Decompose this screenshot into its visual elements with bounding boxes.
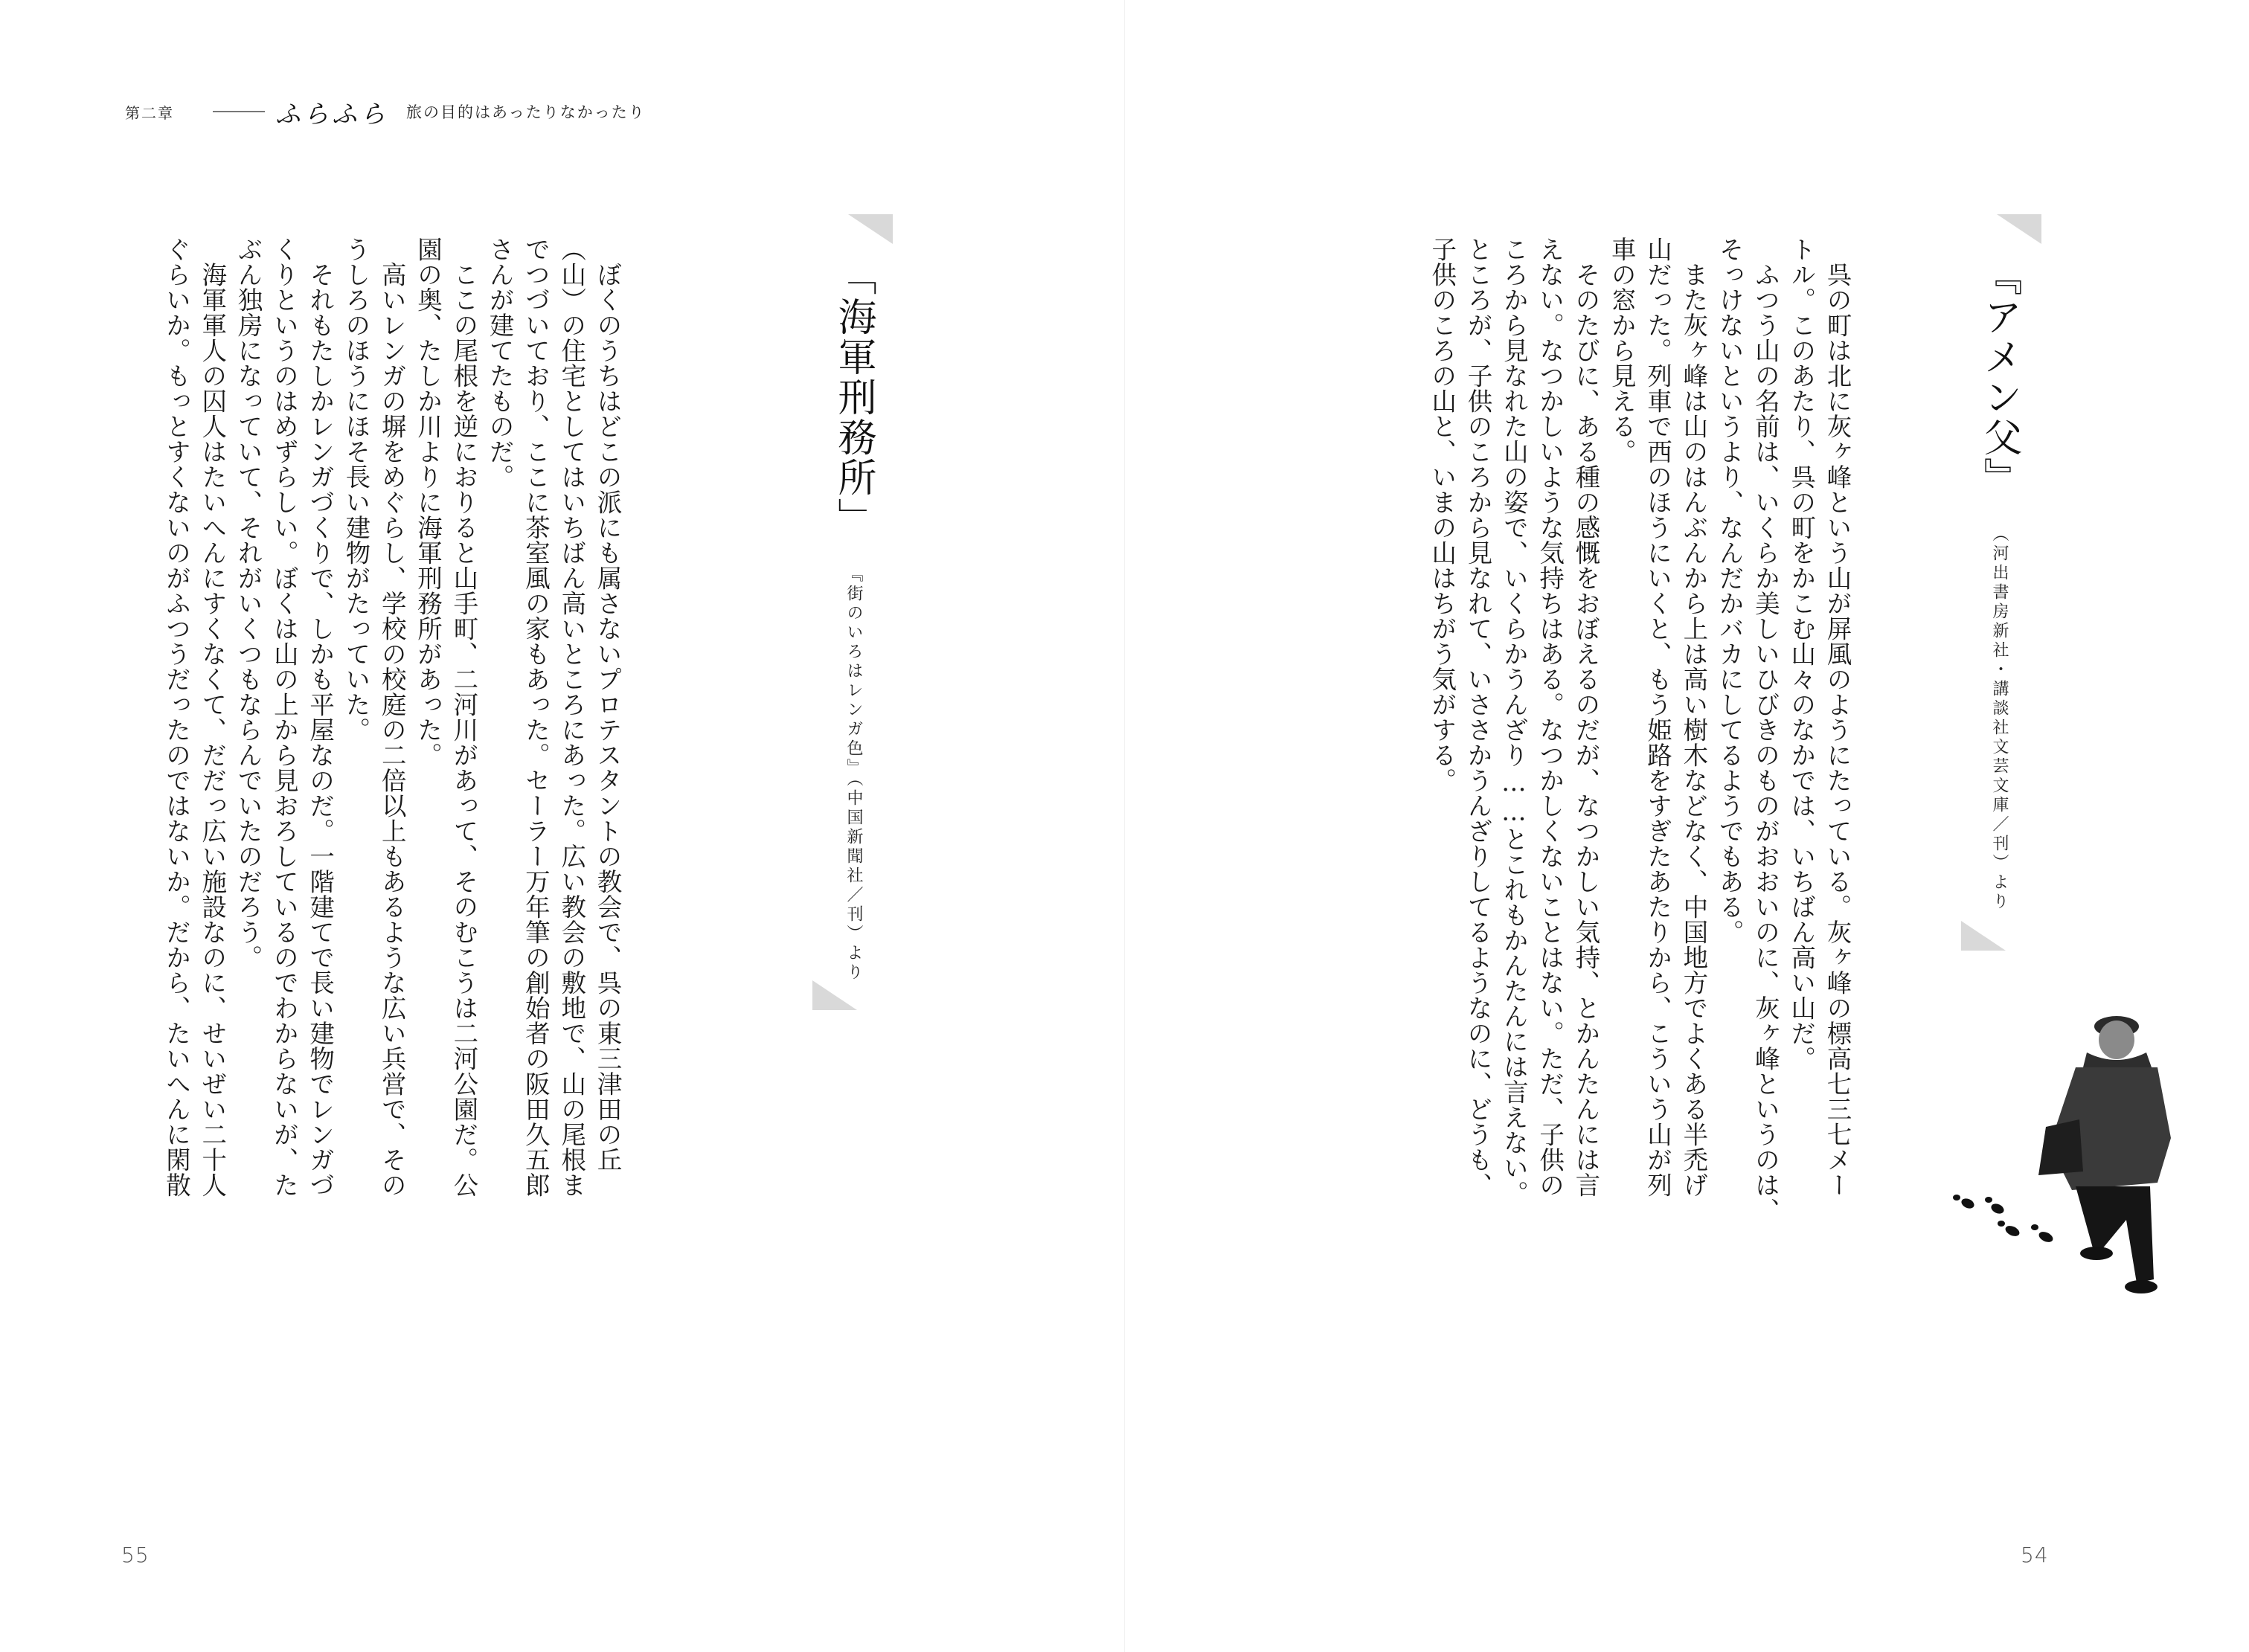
section-title: 「海軍刑務所」 [831, 257, 876, 538]
section-source: （河出書房新社・講談社文芸文庫／刊）より [1990, 533, 2009, 912]
section-source: 『街のいろはレンガ色』（中国新聞社／刊）より [844, 573, 863, 983]
text-column: ふつう山の名前は、いくらか美しいひびきのものがおおいのに、灰ヶ峰というのは、 [1751, 237, 1780, 1223]
corner-triangle-bottom [1961, 921, 2006, 951]
text-column: そのたびに、ある種の感慨をおぼえるのだが、なつかしい気持、とかんたんには言 [1571, 237, 1600, 1198]
text-column: 園の奥、たしか川よりに海軍刑務所があった。 [413, 237, 443, 768]
text-column: また灰ヶ峰は山のはんぶんから上は高い樹木などなく、中国地方でよくある半禿げ [1678, 237, 1708, 1198]
corner-triangle-top [848, 214, 893, 244]
body-text-right [1408, 237, 1855, 1337]
header-dash [213, 111, 265, 112]
text-column: ここの尾根を逆におりると山手町、二河川があって、そのむこうは二河公園だ。公 [449, 237, 478, 1198]
man-figure [2038, 1016, 2171, 1293]
chapter-label: 第二章 [125, 103, 174, 122]
corner-triangle-bottom [812, 980, 857, 1010]
text-column: 山だった。列車で西のほうにいくと、もう姫路をすぎたあたりから、こういう山が列 [1643, 237, 1672, 1198]
page-number-right: 54 [2021, 1543, 2049, 1567]
text-column: ころから見なれた山の姿で、いくらかうんざり……とこれもかんたんには言えない。 [1499, 237, 1529, 1206]
text-column: 高いレンガの塀をめぐらし、学校の校庭の二倍以上もあるような広い兵営で、その [377, 237, 407, 1198]
text-column: ぶん独房になっていて、それがいくつもならんでいたのだろう。 [234, 237, 263, 970]
text-column: 海軍軍人の囚人はたいへんにすくなくて、だだっ広い施設なのに、せいぜい二十人 [197, 237, 227, 1198]
text-column: えない。なつかしいような気持ちはある。なつかしくないことはない。ただ、子供の [1535, 237, 1565, 1198]
chapter-title: ふらふら [275, 99, 388, 129]
text-column: そっけないというより、なんだかバカにしてるようでもある。 [1715, 237, 1745, 945]
text-column: ところが、子供のころから見なれて、いささかうんざりしてるようなのに、どうも、 [1463, 237, 1493, 1198]
text-column: それもたしかレンガづくりで、しかも平屋なのだ。一階建てで長い建物でレンガづ [305, 237, 335, 1198]
gutter-divider [1124, 0, 1125, 1652]
page-number-left: 55 [121, 1543, 150, 1567]
text-column: 車の窓から見える。 [1607, 237, 1637, 464]
walking-man-photo [1934, 997, 2172, 1413]
body-text-left [141, 237, 625, 1337]
text-column: ぼくのうちはどこの派にも属さないプロテスタントの教会で、呉の東三津田の丘 [593, 237, 622, 1172]
corner-triangle-top [1997, 214, 2041, 244]
section-title: 『アメン父』 [1977, 257, 2021, 498]
text-column: 子供のころの山と、いまの山はちがう気がする。 [1427, 237, 1457, 793]
text-column: （山）の住宅としてはいちばん高いところにあった。広い教会の敷地で、山の尾根ま [556, 237, 586, 1198]
section-title-block-right [1972, 257, 2027, 926]
text-column: うしろのほうにほそ長い建物がたっていた。 [341, 237, 370, 742]
text-column: ぐらいか。もっとすくないのがふつうだったのではないか。だから、たいへんに閑散 [161, 237, 191, 1198]
chapter-subtitle: 旅の目的はあったりなかったり [406, 103, 646, 121]
section-title-block-left [826, 257, 882, 986]
text-column: でつづいており、ここに茶室風の家もあった。セーラー万年筆の創始者の阪田久五郎 [521, 237, 551, 1198]
running-header [125, 97, 646, 129]
text-column: 呉の町は北に灰ヶ峰という山が屏風のようにたっている。灰ヶ峰の標高七三七メー [1823, 237, 1852, 1198]
text-column: さんが建てたものだ。 [485, 237, 515, 489]
text-column: トル。このあたり、呉の町をかこむ山々のなかでは、いちばん高い山だ。 [1786, 237, 1816, 1071]
text-column: くりというのはめずらしい。ぼくは山の上から見おろしているのでわからないが、た [269, 237, 299, 1198]
footprints-icon [1953, 1195, 2055, 1244]
